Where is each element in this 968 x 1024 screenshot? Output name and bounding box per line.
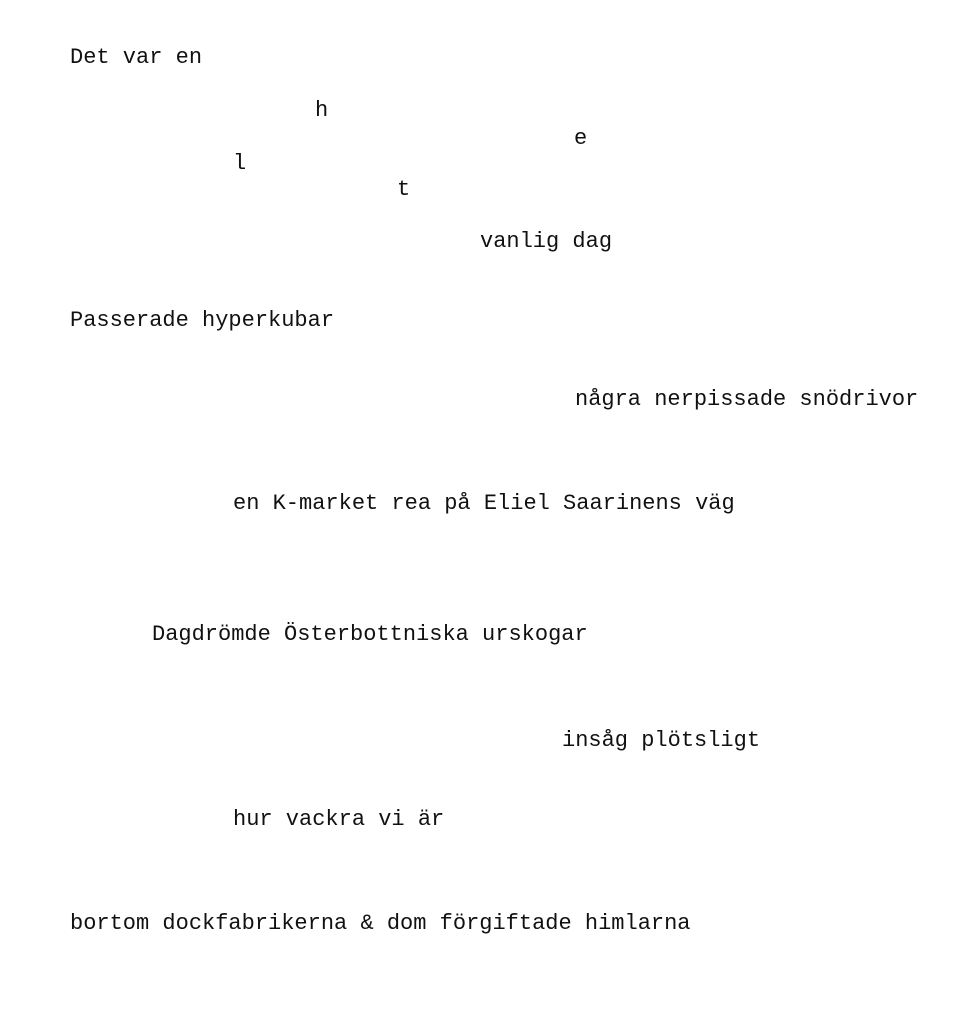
poem-line-det-var-en: Det var en	[70, 45, 203, 70]
poem-line-dagdromde: Dagdrömde Österbottniska urskogar	[152, 622, 588, 647]
poem-line-insag-plotsligt: insåg plötsligt	[562, 728, 761, 753]
poem-letter-t: t	[397, 177, 411, 202]
poem-line-snodrivor: några nerpissade snödrivor	[575, 387, 919, 412]
poem-line-hur-vackra: hur vackra vi är	[233, 807, 445, 832]
poem-line-vanlig-dag: vanlig dag	[480, 229, 613, 254]
poem-letter-l: l	[233, 151, 247, 176]
poem-letter-e: e	[574, 126, 588, 151]
poem-line-bortom: bortom dockfabrikerna & dom förgiftade himlarna	[70, 911, 691, 936]
poem-line-k-market: en K-market rea på Eliel Saarinens väg	[233, 491, 735, 516]
poem-letter-h: h	[315, 98, 329, 123]
poem-line-passerade-hyperkubar: Passerade hyperkubar	[70, 308, 335, 333]
